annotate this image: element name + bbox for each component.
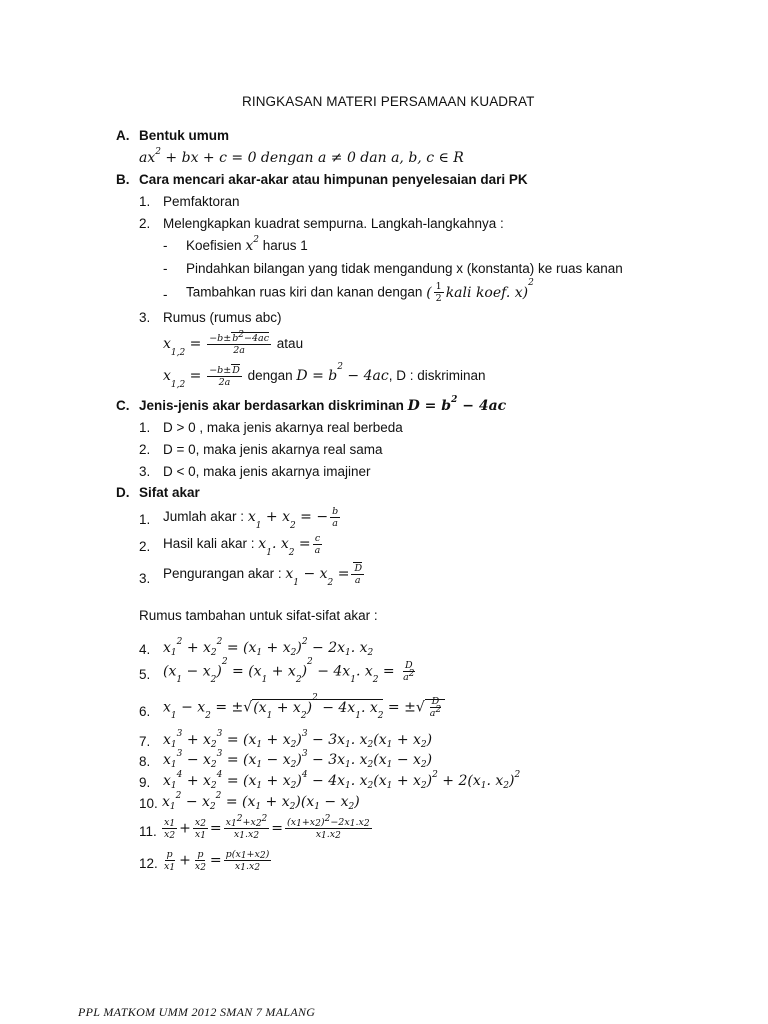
d-item-3: Pengurangan akar : $x_1 - x_2$ = $\frac{D}{a}$ [163, 563, 363, 588]
d-item-3-num: 3. [139, 571, 151, 586]
b-item-1-text: Pemfaktoran [163, 194, 240, 209]
step-1-pre: Koefisien [186, 238, 242, 253]
rumus-tambahan: Rumus tambahan untuk sifat-sifat akar : [139, 608, 378, 623]
formula-11: $\frac{x_1}{x_2}$ + $\frac{x_2}{x_1}$ = $\frac{x_1^2+x_2^2}{x_1.x_2}$ = $\frac{(x_1+x_2)^2-2x_1.x_2}{x_1.x_2}$ [164, 814, 370, 841]
formula-8-num: 8. [139, 754, 151, 769]
formula-5: $(x_1 - x_2)^2 = (x_1 + x_2)^2 - 4x_1$. $x_2$ = $\frac{D}{a^2}$ [163, 657, 415, 685]
formula-11-num: 11. [139, 824, 157, 839]
c-item-3-num: 3. [139, 464, 151, 479]
formula-12: $\frac{p}{x_1}$ + $\frac{p}{x_2}$ = $\frac{p(x_1+x_2)}{x_1.x_2}$ [164, 849, 270, 873]
formula-10-num: 10. [139, 796, 158, 811]
step-1 [186, 235, 308, 254]
section-d-heading: Sifat akar [139, 485, 200, 500]
formula-9-num: 9. [139, 775, 151, 790]
c-item-2-text: D = 0, maka jenis akarnya real sama [163, 442, 383, 457]
step-2-text: Pindahkan bilangan yang tidak mengandung x (konstanta) ke ruas kanan [186, 261, 623, 276]
step-1-post: harus 1 [262, 238, 308, 253]
d-item-2: Hasil kali akar : $x_1$. $x_2$ = $\frac{c}{a}$ [163, 533, 321, 558]
formula-10: $x_1^2 - x_2^2 = (x_1 + x_2)(x_1 - x_2)$ [162, 791, 360, 812]
formula-8: $x_1^3 - x_2^3 = (x_1 - x_2)^3 - 3x_1$. $x_2(x_1 - x_2)$ [163, 749, 433, 770]
formula-7: $x_1^3 + x_2^3 = (x_1 + x_2)^3 - 3x_1$. $x_2(x_1 + x_2)$ [163, 729, 433, 750]
d-item-1-num: 1. [139, 512, 151, 527]
section-d-letter: D. [116, 485, 130, 500]
d-item-1: Jumlah akar : $x_1 + x_2$ = − $\frac{b}{a}$ [163, 506, 339, 531]
half-coef-expr: ( $\frac{1}{2}$ kali koef. x)$^2$ [426, 278, 534, 304]
section-b-letter: B. [116, 172, 130, 187]
section-a-heading: Bentuk umum [139, 128, 230, 143]
section-b-heading: Cara mencari akar-akar atau himpunan penyelesaian dari PK [139, 172, 528, 187]
formula-7-num: 7. [139, 734, 151, 749]
c-item-1-text: D > 0 , maka jenis akarnya real berbeda [163, 420, 403, 435]
abc-formula-1: $x_{1,2}$ = $\frac{-b\pm b^2-4ac}{2a}$ atau [163, 330, 304, 358]
b-item-3-num: 3. [139, 310, 151, 325]
abc-formula-2: $x_{1,2}$ = $\frac{-b\pm D}{2a}$ dengan $D = b^2 - 4ac$, D : diskriminan [163, 362, 486, 390]
dengan-label: dengan [247, 368, 293, 384]
b-item-2-text: Melengkapkan kuadrat sempurna. Langkah-langkahnya : [163, 216, 504, 231]
atau-label: atau [276, 336, 304, 352]
section-c-letter: C. [116, 398, 130, 413]
d-item-2-num: 2. [139, 539, 151, 554]
step-3 [186, 278, 534, 304]
c-item-3-text: D < 0, maka jenis akarnya imajiner [163, 464, 371, 479]
b-item-3-text: Rumus (rumus abc) [163, 310, 282, 325]
page-title: RINGKASAN MATERI PERSAMAAN KUADRAT [242, 94, 535, 109]
c-item-1-num: 1. [139, 420, 151, 435]
diskriminan-label: , D : diskriminan [388, 368, 486, 384]
x-squared: $x^2$ [245, 235, 259, 254]
step-2-dash: - [163, 261, 168, 276]
b-item-2-num: 2. [139, 216, 151, 231]
formula-9: $x_1^4 + x_2^4 = (x_1 + x_2)^4 - 4x_1$. $x_2(x_1 + x_2)^2 + 2(x_1$. $x_2)^2$ [163, 770, 521, 791]
general-form-equation: $ax^2$ + bx + c = 0 dengan a ≠ 0 dan a, b, c ∈ R [139, 147, 464, 166]
section-c-row: Jenis-jenis akar berdasarkan diskriminan $D = b^2 - 4ac$ [139, 395, 507, 414]
section-c-heading: Jenis-jenis akar berdasarkan diskriminan [139, 398, 404, 413]
formula-6-num: 6. [139, 704, 151, 719]
formula-4: $x_1^2 + x_2^2 = (x_1 + x_2)^2 - 2x_1$. $x_2$ [163, 637, 374, 658]
formula-6: $x_1 - x_2 = \pm√(x_1 + x_2)^2 - 4x_1$. $x_2$ = ±√ $\frac{D}{a^2}$ [163, 696, 445, 719]
b-item-1-num: 1. [139, 194, 151, 209]
formula-4-num: 4. [139, 642, 151, 657]
step-3-text: Tambahkan ruas kiri dan kanan dengan [186, 284, 423, 300]
section-a-letter: A. [116, 128, 130, 143]
formula-5-num: 5. [139, 667, 151, 682]
formula-12-num: 12. [139, 856, 158, 871]
step-1-dash: - [163, 238, 168, 253]
step-3-dash: - [163, 287, 168, 302]
footer-text: PPL MATKOM UMM 2012 SMAN 7 MALANG [78, 1005, 316, 1019]
c-item-2-num: 2. [139, 442, 151, 457]
